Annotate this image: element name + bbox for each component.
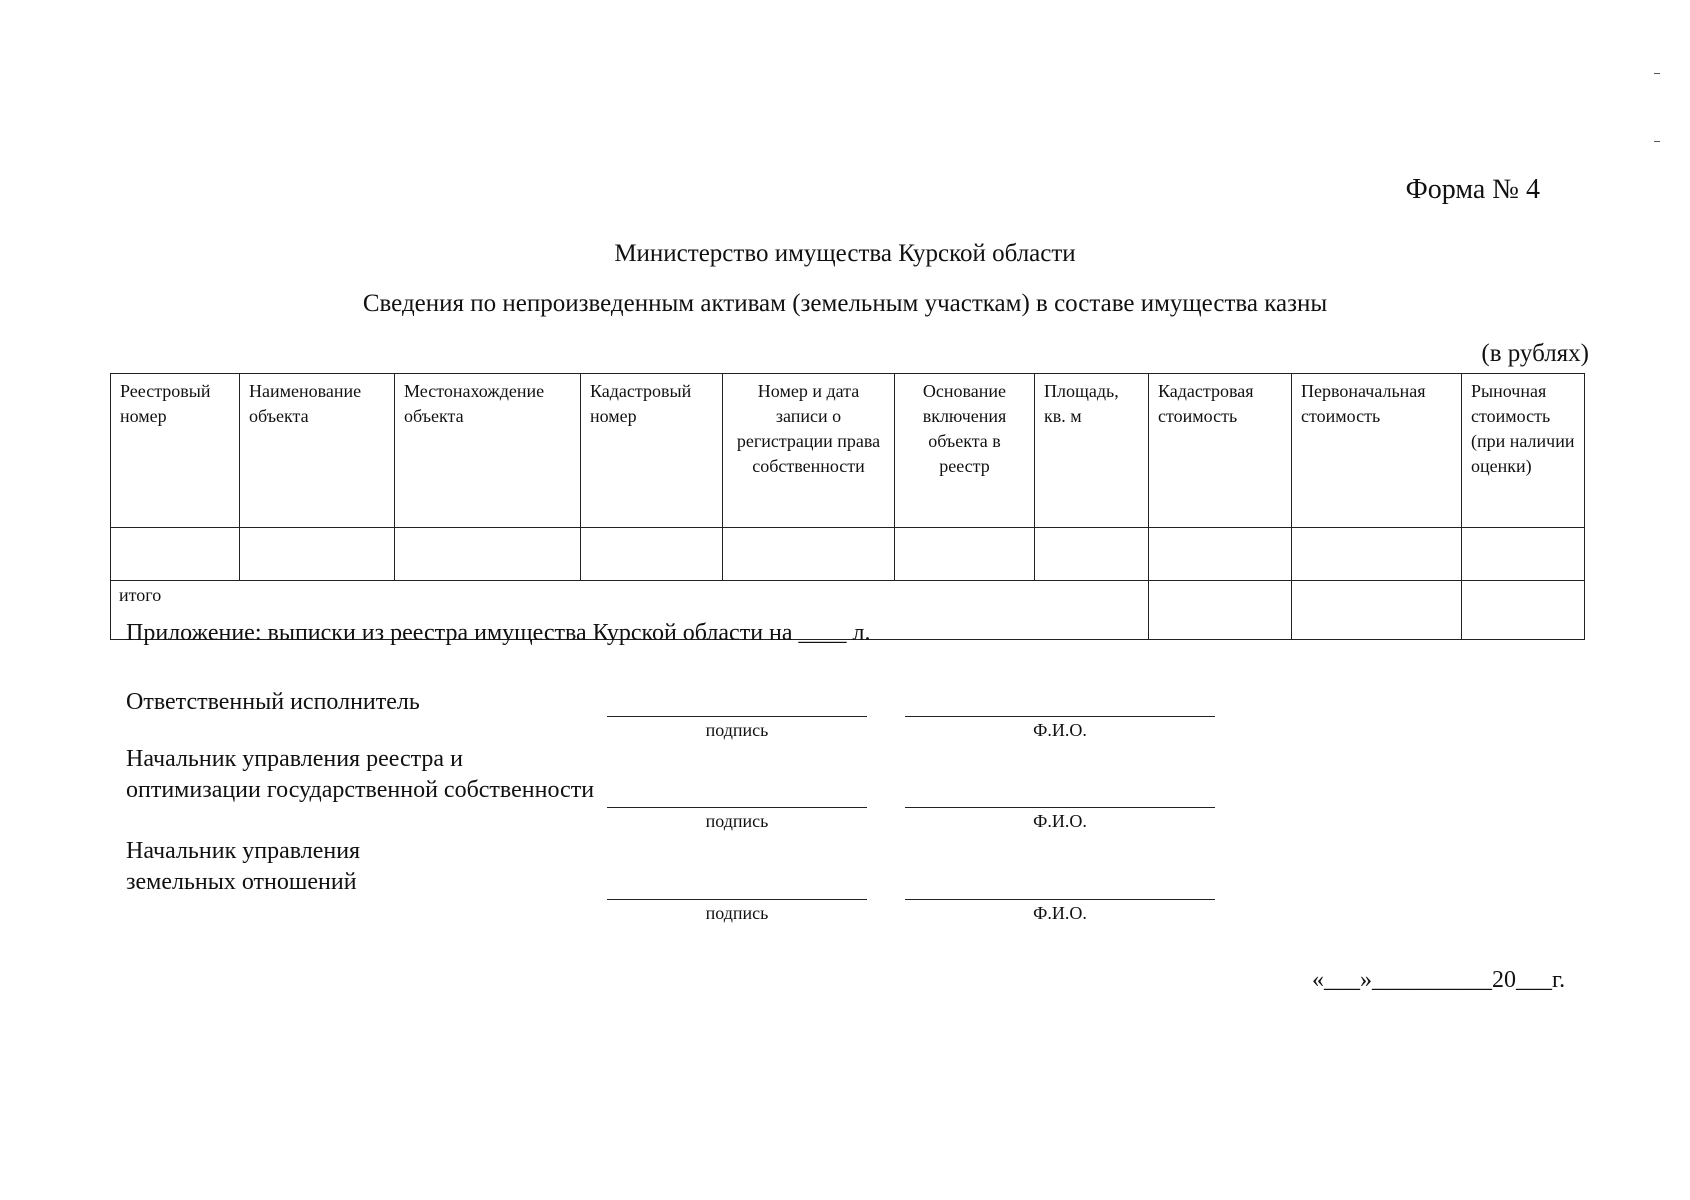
signature-caption: подпись (705, 811, 769, 831)
column-header: Наименование объекта (240, 374, 395, 528)
signature-caption: подпись (705, 903, 769, 923)
table-cell (111, 528, 240, 581)
name-line (905, 716, 1215, 717)
column-header: Кадастровая стоимость (1149, 374, 1292, 528)
table-cell (240, 528, 395, 581)
assets-table (110, 373, 1585, 640)
scan-mark (1654, 141, 1660, 142)
table-cell (1462, 581, 1585, 640)
signer-role: Начальник управления реестра и оптимизации государственной собственности (126, 746, 595, 803)
name-line (905, 899, 1215, 900)
name-caption: Ф.И.О. (1033, 903, 1087, 923)
table-row (111, 528, 1585, 581)
name-line (905, 807, 1215, 808)
table-cell (1149, 581, 1292, 640)
appendix-note: Приложение: выписки из реестра имущества Курской области на ____ л. (126, 620, 871, 646)
column-header: Местонахождение объекта (395, 374, 581, 528)
signature-line (607, 716, 867, 717)
ministry-name: Министерство имущества Курской области (614, 240, 1076, 267)
signer-role: Ответственный исполнитель (126, 689, 420, 715)
name-caption: Ф.И.О. (1033, 811, 1087, 831)
column-header: Реестровый номер (111, 374, 240, 528)
column-header: Площадь, кв. м (1035, 374, 1149, 528)
form-number: Форма № 4 (1405, 174, 1540, 205)
table-cell (1292, 581, 1462, 640)
date-line: «___»__________20___г. (1312, 967, 1566, 993)
table-cell (1149, 528, 1292, 581)
signature-line (607, 899, 867, 900)
column-header: Кадастровый номер (581, 374, 723, 528)
column-header: Основание включения объекта в реестр (895, 374, 1035, 528)
table-cell (895, 528, 1035, 581)
total-label: итого (111, 581, 1149, 640)
signature-caption: подпись (705, 720, 769, 740)
column-header: Рыночная стоимость (при наличии оценки) (1462, 374, 1585, 528)
document-title: Сведения по непроизведенным активам (земельным участкам) в составе имущества казны (362, 290, 1328, 317)
currency-units: (в рублях) (1481, 340, 1589, 367)
table-cell (723, 528, 895, 581)
table-cell (1292, 528, 1462, 581)
table-header-row (111, 374, 1585, 528)
column-header: Номер и дата записи о регистрации права собственности (723, 374, 895, 528)
column-header: Первоначальная стоимость (1292, 374, 1462, 528)
name-caption: Ф.И.О. (1033, 720, 1087, 740)
table-cell (395, 528, 581, 581)
signature-line (607, 807, 867, 808)
table-cell (581, 528, 723, 581)
table-cell (1035, 528, 1149, 581)
table-cell (1462, 528, 1585, 581)
scan-mark (1654, 73, 1660, 74)
signer-role: Начальник управления земельных отношений (126, 838, 361, 895)
